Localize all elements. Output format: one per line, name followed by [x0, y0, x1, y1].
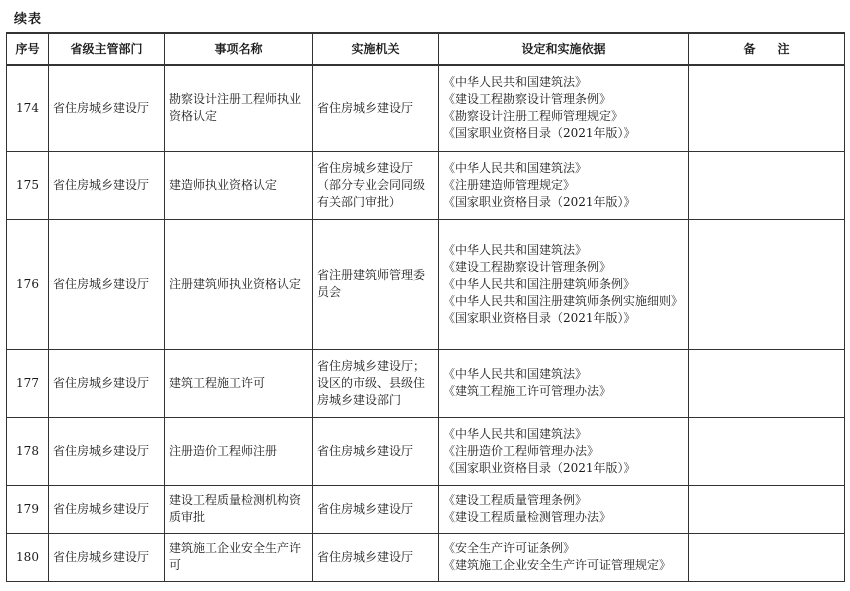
- basis-line: 《国家职业资格目录（2021年版）》: [443, 310, 636, 325]
- cell-note: [689, 65, 845, 151]
- basis-line: 《勘察设计注册工程师管理规定》: [443, 109, 624, 124]
- header-num: 序号: [7, 33, 49, 65]
- cell-agency: 省住房城乡建设厅；设区的市级、县级住房城乡建设部门: [313, 349, 439, 417]
- table-caption: 续表: [14, 12, 43, 27]
- basis-line: 《国家职业资格目录（2021年版）》: [443, 460, 636, 475]
- cell-basis: [439, 417, 689, 485]
- cell-dept: 省住房城乡建设厅: [49, 417, 165, 485]
- basis-line: 《建筑施工企业安全生产许可证管理规定》: [443, 558, 672, 572]
- cell-num: 175: [7, 151, 49, 219]
- basis-line: 《中华人民共和国建筑法》: [443, 426, 588, 441]
- cell-item: 勘察设计注册工程师执业资格认定: [165, 65, 313, 151]
- cell-basis: [439, 65, 689, 151]
- cell-agency: 省住房城乡建设厅: [313, 533, 439, 581]
- cell-agency: 省住房城乡建设厅: [313, 417, 439, 485]
- cell-basis: [439, 151, 689, 219]
- cell-agency: 省住房城乡建设厅: [313, 65, 439, 151]
- cell-dept: 省住房城乡建设厅: [49, 349, 165, 417]
- basis-line: 《注册造价工程师管理办法》: [443, 443, 600, 458]
- basis-line: 《安全生产许可证条例》: [443, 541, 576, 555]
- basis-line: 《中华人民共和国建筑法》: [443, 160, 588, 175]
- cell-dept: 省住房城乡建设厅: [49, 533, 165, 581]
- basis-line: 《中华人民共和国建筑法》: [443, 367, 588, 381]
- table-row: [7, 219, 845, 349]
- basis-line: 《建设工程质量管理条例》: [443, 493, 588, 507]
- cell-note: [689, 151, 845, 219]
- table-row: [7, 485, 845, 533]
- header-remark-char-2: 注: [777, 41, 790, 56]
- cell-item: 建筑工程施工许可: [165, 349, 313, 417]
- cell-num: 177: [7, 349, 49, 417]
- cell-note: [689, 417, 845, 485]
- header-remark-char-1: 备: [743, 41, 756, 56]
- cell-basis: [439, 219, 689, 349]
- cell-basis: [439, 485, 689, 533]
- basis-line: 《建设工程勘察设计管理条例》: [443, 259, 612, 274]
- basis-line: 《注册建造师管理规定》: [443, 177, 576, 192]
- table-row: [7, 533, 845, 581]
- cell-item: 建造师执业资格认定: [165, 151, 313, 219]
- basis-line: 《建筑工程施工许可管理办法》: [443, 384, 612, 398]
- table-row: [7, 417, 845, 485]
- cell-note: [689, 485, 845, 533]
- cell-basis: [439, 349, 689, 417]
- header-remark: [689, 33, 845, 65]
- cell-note: [689, 349, 845, 417]
- table-row: [7, 151, 845, 219]
- cell-dept: 省住房城乡建设厅: [49, 485, 165, 533]
- basis-line: 《国家职业资格目录（2021年版）》: [443, 194, 636, 209]
- basis-line: 《中华人民共和国建筑法》: [443, 242, 588, 257]
- cell-basis: [439, 533, 689, 581]
- cell-note: [689, 533, 845, 581]
- header-basis: 设定和实施依据: [439, 33, 689, 65]
- header-agency: 实施机关: [313, 33, 439, 65]
- cell-note: [689, 219, 845, 349]
- cell-num: 176: [7, 219, 49, 349]
- cell-dept: 省住房城乡建设厅: [49, 219, 165, 349]
- cell-agency: 省注册建筑师管理委员会: [313, 219, 439, 349]
- basis-line: 《中华人民共和国注册建筑师条例》: [443, 276, 636, 291]
- cell-dept: 省住房城乡建设厅: [49, 65, 165, 151]
- cell-num: 174: [7, 65, 49, 151]
- basis-line: 《建设工程勘察设计管理条例》: [443, 92, 612, 107]
- basis-line: 《建设工程质量检测管理办法》: [443, 510, 612, 524]
- header-item: 事项名称: [165, 33, 313, 65]
- cell-num: 179: [7, 485, 49, 533]
- cell-item: 注册建筑师执业资格认定: [165, 219, 313, 349]
- header-dept: 省级主管部门: [49, 33, 165, 65]
- cell-agency: 省住房城乡建设厅（部分专业会同同级有关部门审批）: [313, 151, 439, 219]
- table-row: [7, 349, 845, 417]
- basis-line: 《中华人民共和国建筑法》: [443, 75, 588, 90]
- cell-num: 180: [7, 533, 49, 581]
- table-header-row: [7, 33, 845, 65]
- cell-agency: 省住房城乡建设厅: [313, 485, 439, 533]
- approval-items-table: [6, 32, 845, 582]
- cell-item: 注册造价工程师注册: [165, 417, 313, 485]
- cell-item: 建设工程质量检测机构资质审批: [165, 485, 313, 533]
- cell-num: 178: [7, 417, 49, 485]
- basis-line: 《国家职业资格目录（2021年版）》: [443, 126, 636, 141]
- table-row: [7, 65, 845, 151]
- cell-item: 建筑施工企业安全生产许可: [165, 533, 313, 581]
- basis-line: 《中华人民共和国注册建筑师条例实施细则》: [443, 293, 684, 308]
- cell-dept: 省住房城乡建设厅: [49, 151, 165, 219]
